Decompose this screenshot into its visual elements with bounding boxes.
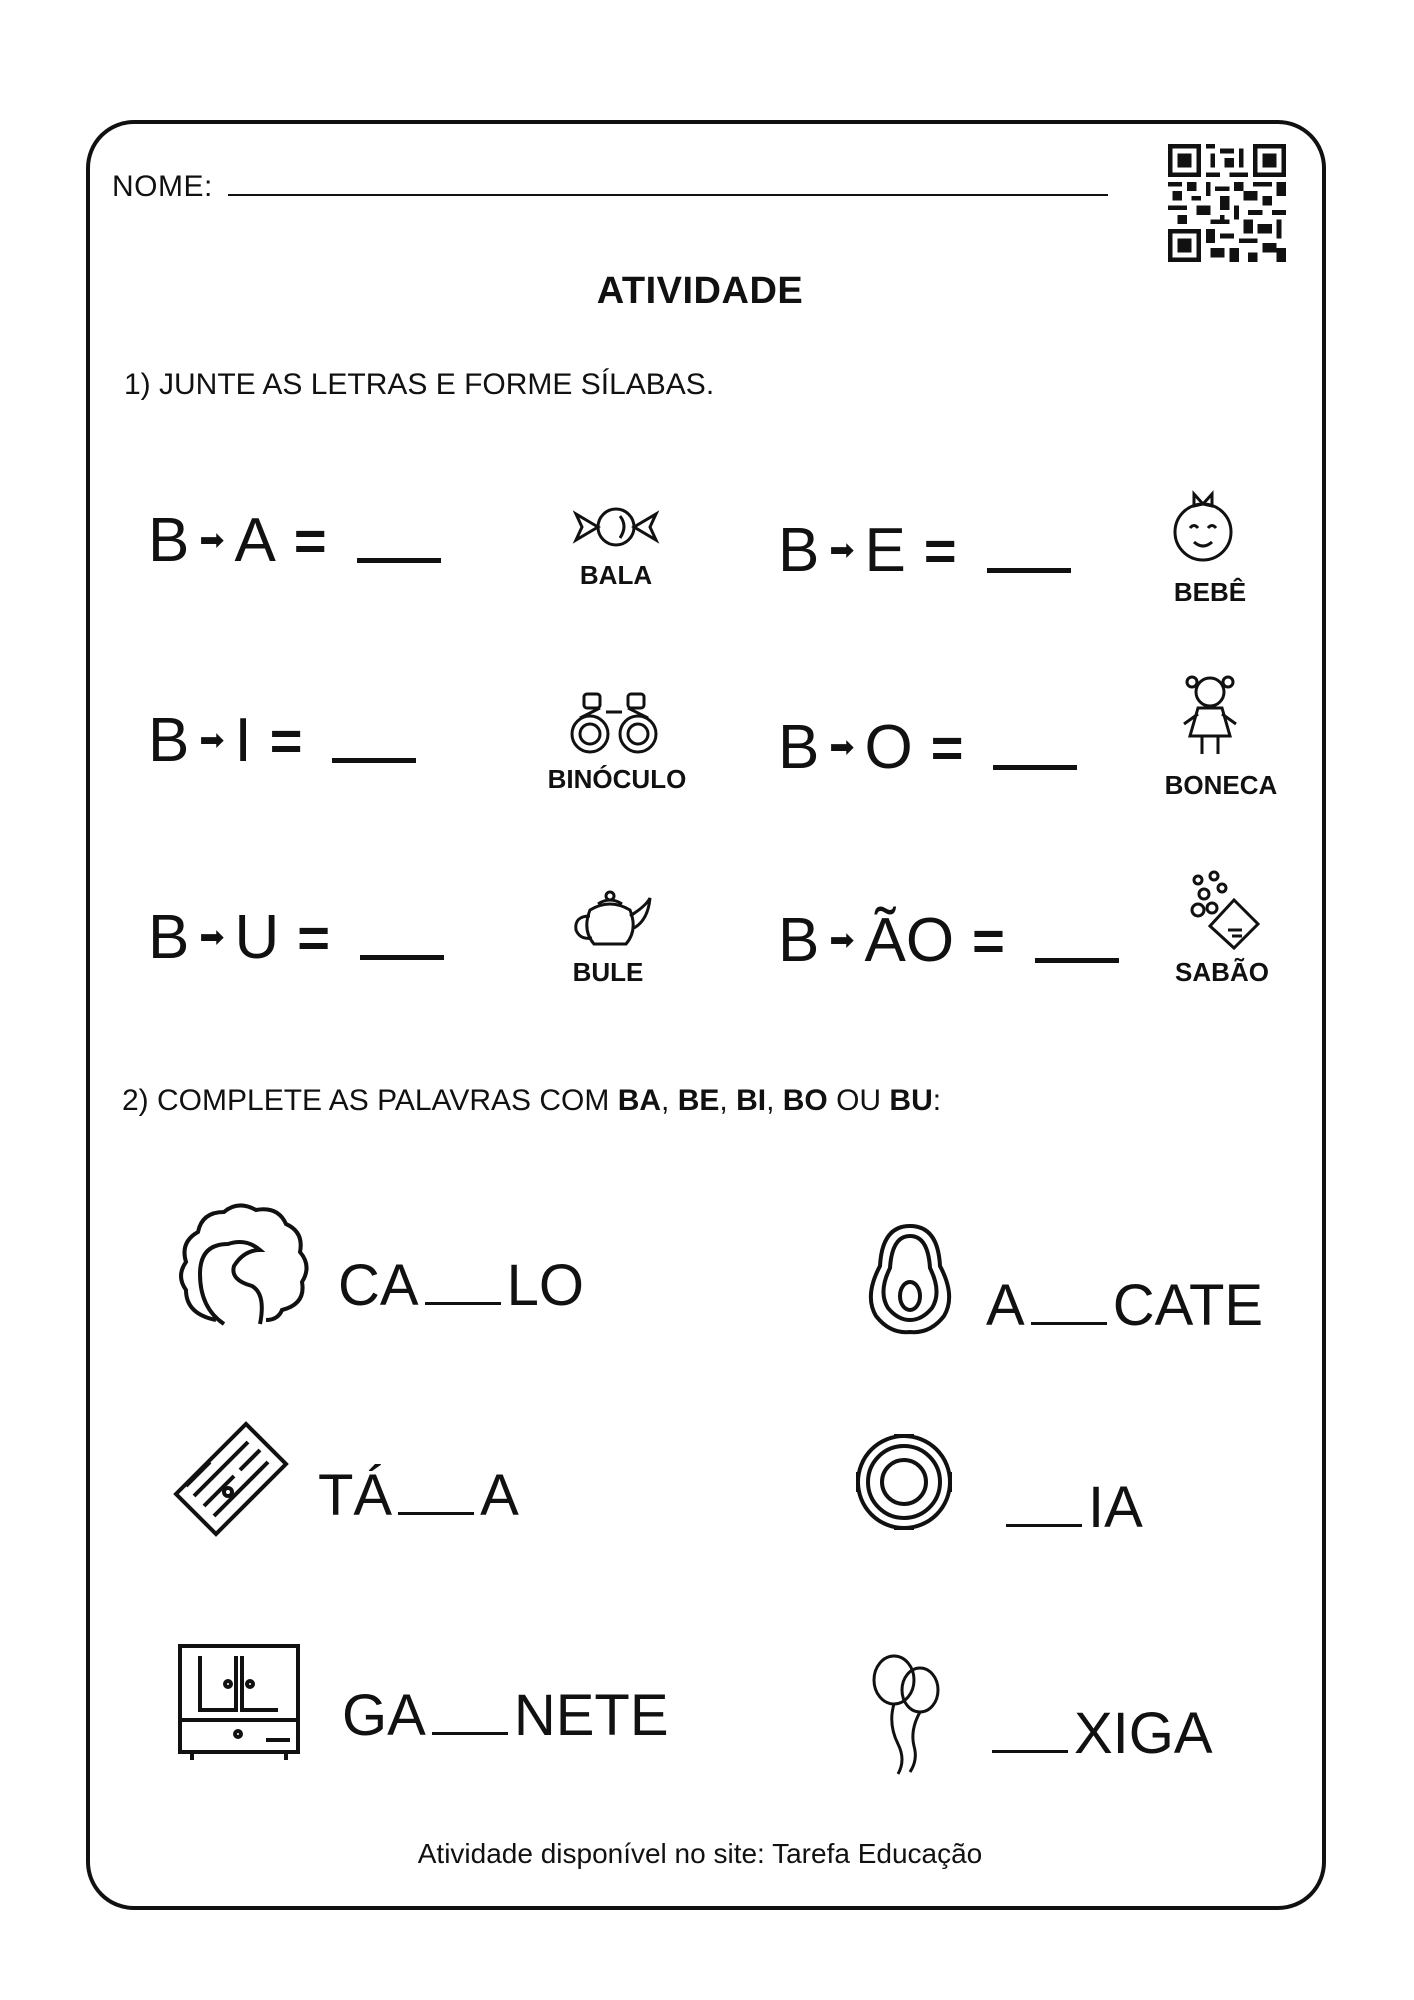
footer-credit: Atividade disponível no site: Tarefa Educação <box>417 1838 983 1869</box>
binoculars-icon <box>566 690 662 756</box>
word-abacate <box>986 1272 1263 1339</box>
consonant: B <box>778 516 820 585</box>
syllable-bu: BU <box>889 1084 933 1117</box>
teapot-icon <box>568 890 654 950</box>
word-end: XIGA <box>1074 1701 1213 1766</box>
caption-sabao: SABÃO <box>1175 957 1269 987</box>
balloons-icon <box>868 1652 944 1776</box>
hair-icon <box>176 1200 308 1330</box>
equals-sign: = <box>293 509 327 572</box>
arrow-right-icon: ➡ <box>829 534 855 567</box>
word-start: GA <box>342 1683 426 1748</box>
word-blank[interactable] <box>992 1710 1068 1753</box>
equals-sign: = <box>972 909 1005 972</box>
vowel: O <box>864 713 913 782</box>
answer-blank[interactable] <box>357 518 441 563</box>
word-cabelo <box>338 1252 584 1319</box>
consonant: B <box>778 906 820 975</box>
word-end: IA <box>1088 1475 1143 1540</box>
caption-boneca: BONECA <box>1164 770 1278 800</box>
word-end: A <box>480 1463 519 1528</box>
wood-board-icon <box>170 1418 292 1540</box>
word-end: CATE <box>1112 1273 1264 1338</box>
syllable-item-bi <box>148 705 416 776</box>
syllable-bo: BO <box>782 1084 828 1117</box>
syllable-item-ba <box>148 505 441 576</box>
vowel: ÃO <box>864 906 955 975</box>
qr-code-icon <box>1168 144 1286 262</box>
candy-icon <box>568 498 664 556</box>
answer-blank[interactable] <box>1035 918 1119 963</box>
question-2-instruction <box>122 1084 941 1118</box>
arrow-right-icon: ➡ <box>829 731 855 764</box>
or-text: OU <box>827 1084 890 1117</box>
equals-sign: = <box>930 716 964 779</box>
separator: , <box>719 1084 737 1117</box>
separator: , <box>661 1084 678 1117</box>
consonant: B <box>778 713 820 782</box>
arrow-right-icon: ➡ <box>199 921 225 954</box>
word-start: A <box>986 1273 1025 1338</box>
lifebuoy-icon <box>852 1430 956 1534</box>
name-label: NOME: <box>112 170 213 203</box>
cabinet-icon <box>176 1642 302 1762</box>
equals-sign: = <box>269 709 303 772</box>
vowel: E <box>864 516 906 585</box>
name-row <box>112 168 1108 204</box>
arrow-right-icon: ➡ <box>199 524 225 557</box>
word-end: LO <box>506 1253 584 1318</box>
word-blank[interactable] <box>398 1472 474 1515</box>
caption-bule: BULE <box>572 957 644 987</box>
answer-blank[interactable] <box>987 528 1071 573</box>
soap-icon <box>1188 870 1268 952</box>
equals-sign: = <box>923 519 957 582</box>
syllable-ba: BA <box>617 1084 662 1117</box>
word-start: CA <box>338 1253 419 1318</box>
name-field-line[interactable] <box>228 168 1108 196</box>
vowel: U <box>234 903 280 972</box>
arrow-right-icon: ➡ <box>199 724 225 757</box>
word-end: NETE <box>513 1683 669 1748</box>
word-blank[interactable] <box>1031 1282 1107 1325</box>
word-gabinete <box>342 1682 669 1749</box>
avocado-icon <box>862 1220 958 1334</box>
word-boia <box>1000 1474 1143 1541</box>
caption-bala: BALA <box>579 560 653 590</box>
consonant: B <box>148 506 190 575</box>
colon: : <box>932 1084 942 1117</box>
syllable-bi: BI <box>736 1084 767 1117</box>
word-blank[interactable] <box>432 1692 508 1735</box>
answer-blank[interactable] <box>332 718 416 763</box>
syllable-item-bu <box>148 902 444 973</box>
page-title: ATIVIDADE <box>596 270 804 312</box>
word-start: TÁ <box>318 1463 393 1528</box>
doll-icon <box>1178 672 1242 758</box>
equals-sign: = <box>297 906 330 969</box>
syllable-item-be <box>778 515 1071 586</box>
syllable-be: BE <box>677 1084 720 1117</box>
caption-bebe: BEBÊ <box>1173 577 1247 607</box>
syllable-item-bao <box>778 905 1119 976</box>
word-tabua <box>318 1462 519 1529</box>
caption-binoculo: BINÓCULO <box>547 764 687 794</box>
word-blank[interactable] <box>425 1262 501 1305</box>
q2-prefix: 2) COMPLETE AS PALAVRAS COM <box>122 1084 618 1117</box>
question-1-instruction: 1) JUNTE AS LETRAS E FORME SÍLABAS. <box>124 368 715 401</box>
word-blank[interactable] <box>1006 1484 1082 1527</box>
consonant: B <box>148 903 190 972</box>
answer-blank[interactable] <box>360 915 444 960</box>
vowel: A <box>234 506 276 575</box>
word-bexiga <box>986 1700 1213 1767</box>
baby-face-icon <box>1168 488 1238 564</box>
consonant: B <box>148 706 190 775</box>
vowel: I <box>234 706 252 775</box>
separator: , <box>766 1084 783 1117</box>
answer-blank[interactable] <box>993 725 1077 770</box>
arrow-right-icon: ➡ <box>829 924 855 957</box>
syllable-item-bo <box>778 712 1077 783</box>
